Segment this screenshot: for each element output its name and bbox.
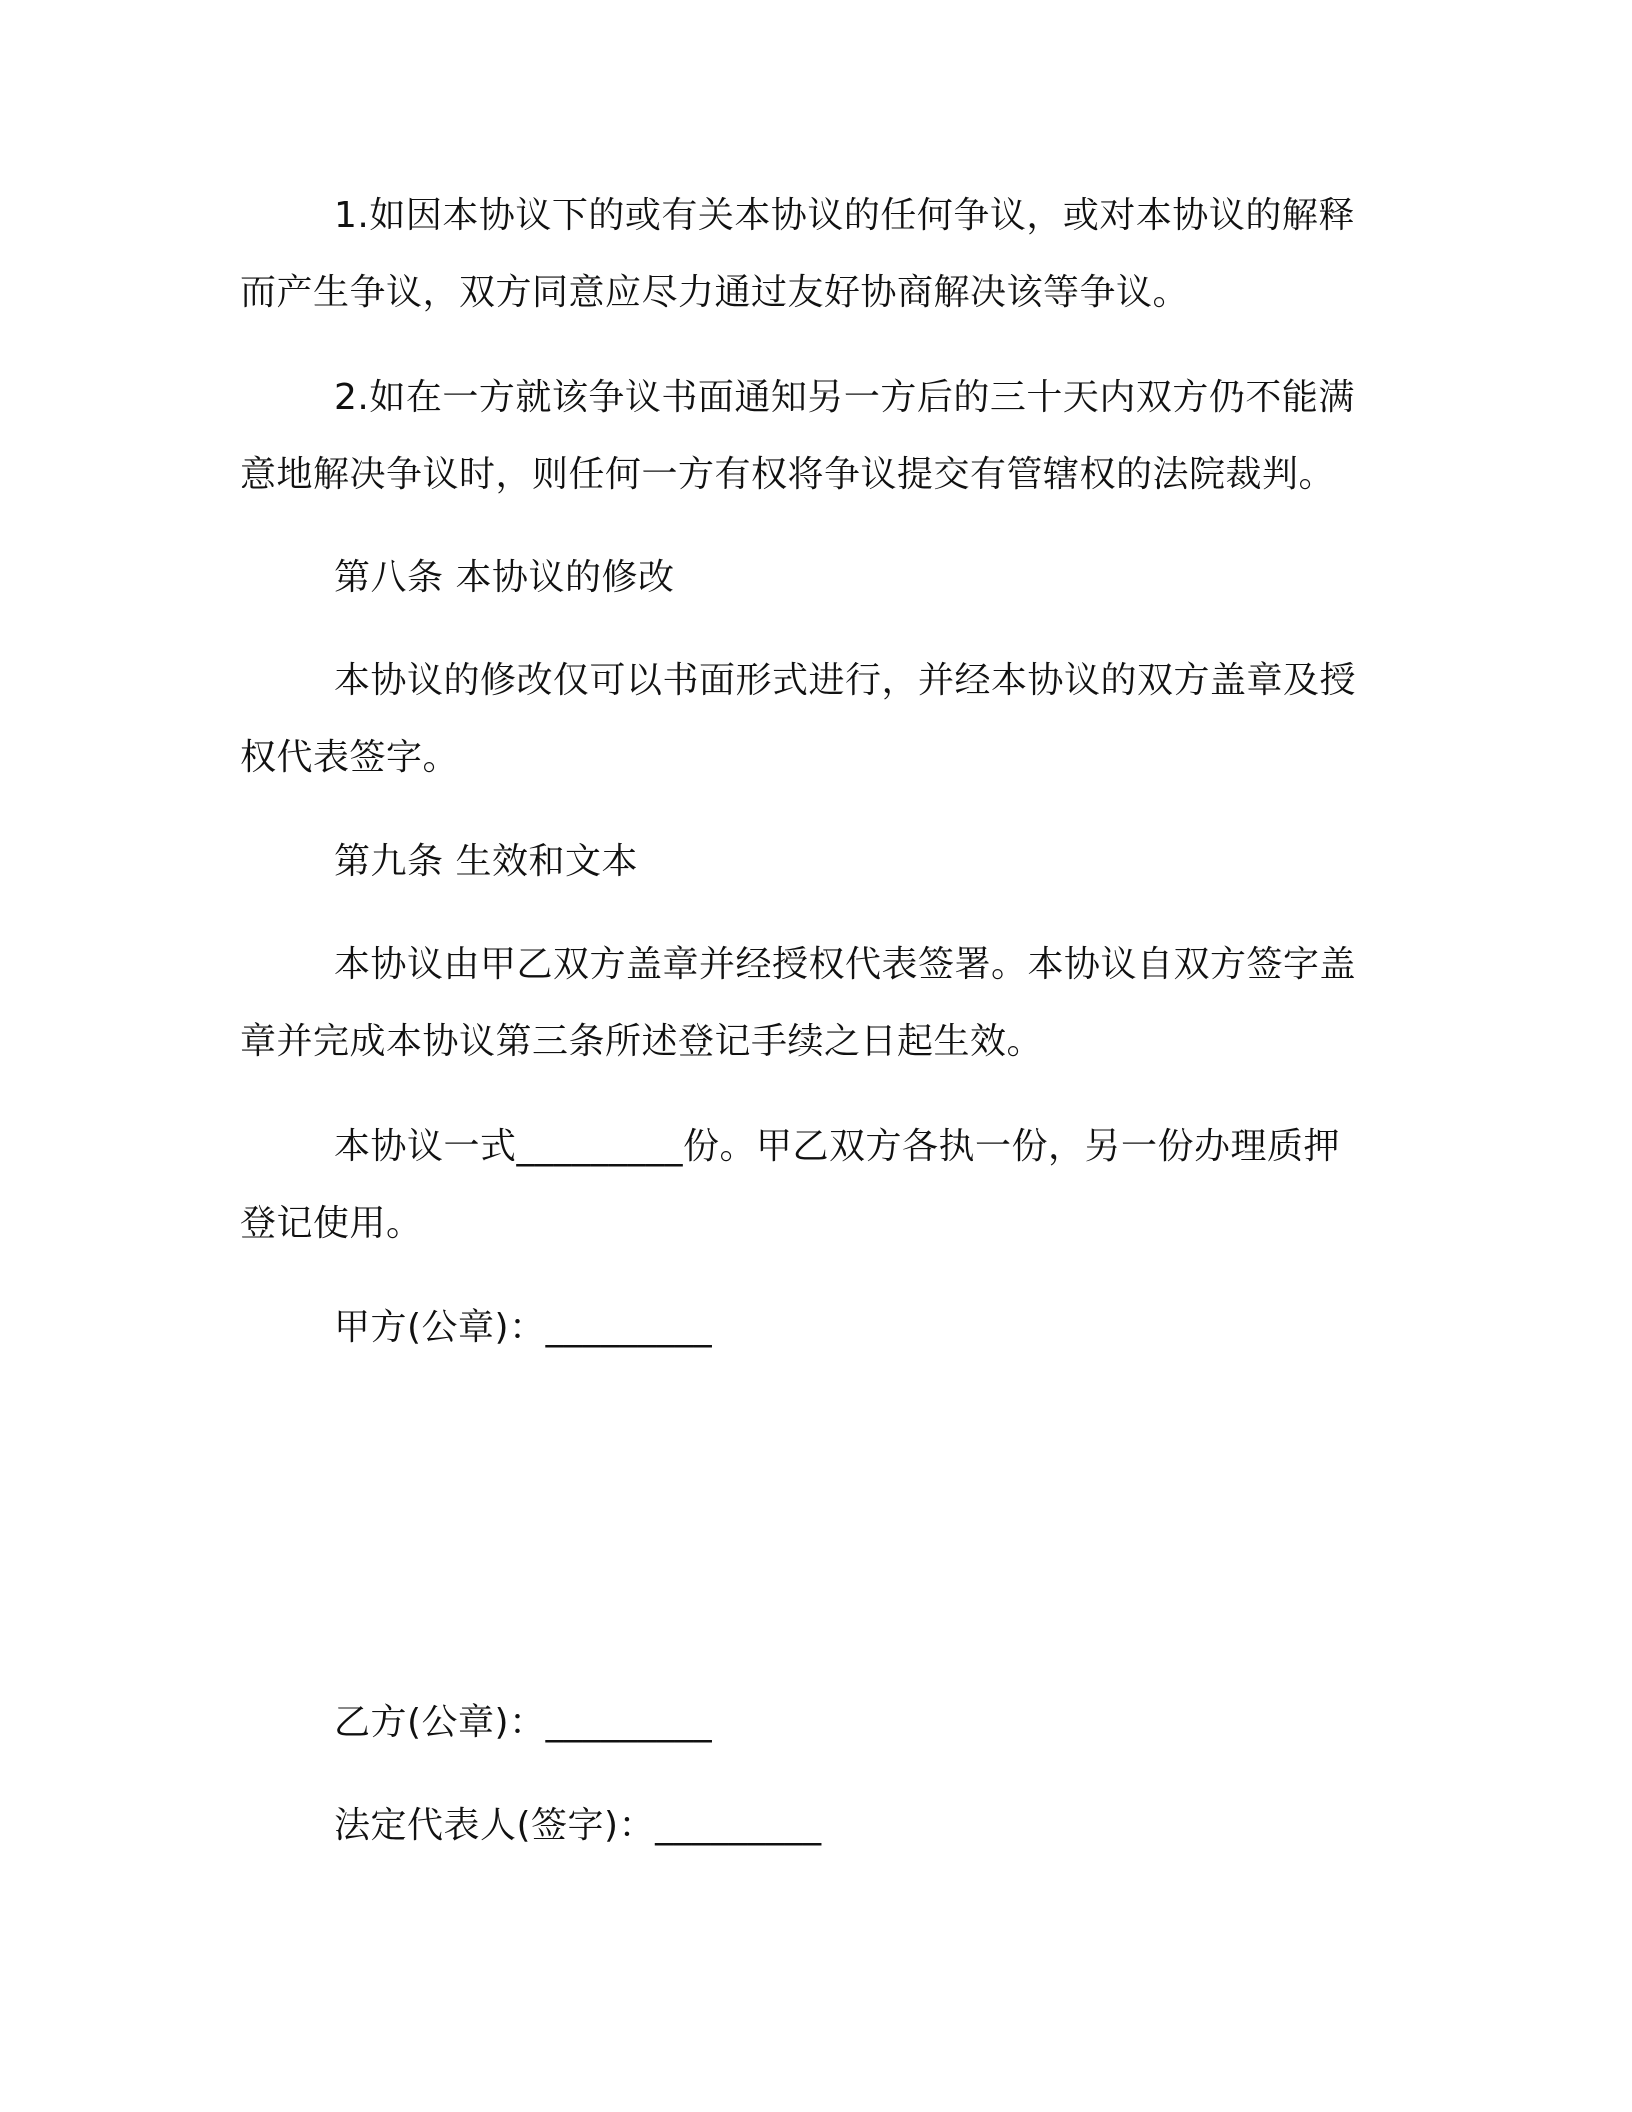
party-a-seal-line: 甲方(公章)：_________ — [334, 1307, 713, 1348]
paragraph-2-line-2: 意地解决争议时，则任何一方有权将争议提交有管辖权的法院裁判。 — [240, 454, 1336, 495]
paragraph-4-line-1: 本协议由甲乙双方盖章并经授权代表签署。本协议自双方签字盖 — [334, 944, 1357, 985]
article-9-heading: 第九条 生效和文本 — [334, 841, 638, 882]
party-b-seal-line: 乙方(公章)：_________ — [334, 1702, 713, 1743]
paragraph-5-line-2: 登记使用。 — [240, 1203, 423, 1244]
paragraph-1-line-1: 1.如因本协议下的或有关本协议的任何争议，或对本协议的解释 — [334, 195, 1355, 236]
paragraph-1-line-2: 而产生争议，双方同意应尽力通过友好协商解决该等争议。 — [240, 272, 1190, 313]
paragraph-3-line-1: 本协议的修改仅可以书面形式进行，并经本协议的双方盖章及授 — [334, 660, 1357, 701]
paragraph-2-line-1: 2.如在一方就该争议书面通知另一方后的三十天内双方仍不能满 — [334, 377, 1355, 418]
paragraph-5-line-1: 本协议一式_________份。甲乙双方各执一份，另一份办理质押 — [334, 1126, 1341, 1167]
paragraph-3-line-2: 权代表签字。 — [240, 737, 460, 778]
article-8-heading: 第八条 本协议的修改 — [334, 557, 675, 598]
legal-representative-signature-line: 法定代表人(签字)：_________ — [334, 1805, 822, 1846]
paragraph-4-line-2: 章并完成本协议第三条所述登记手续之日起生效。 — [240, 1021, 1044, 1062]
